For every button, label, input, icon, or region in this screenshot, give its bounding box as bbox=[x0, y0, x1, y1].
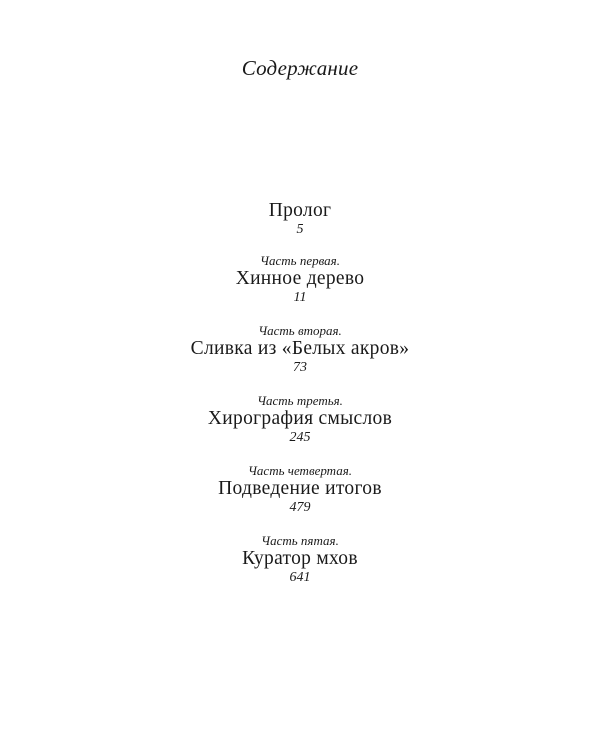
toc-entry-title: Хинное дерево bbox=[235, 268, 365, 289]
toc-entry-prologue bbox=[0, 200, 600, 238]
toc-entry-part-4 bbox=[0, 464, 600, 516]
toc-entry-title: Пролог bbox=[268, 200, 332, 221]
toc-entry-page-number: 479 bbox=[289, 500, 311, 515]
toc-part-label: Часть четвертая. bbox=[247, 463, 353, 478]
toc-part-label: Часть вторая. bbox=[258, 323, 342, 338]
page-title: Содержание bbox=[241, 56, 359, 80]
toc-entry-page-number: 641 bbox=[289, 570, 311, 585]
toc-entry-page-number: 11 bbox=[293, 290, 307, 305]
toc-entry-page-number: 245 bbox=[289, 430, 311, 445]
toc-entry-page-number: 73 bbox=[293, 360, 307, 375]
toc-entry-title: Подведение итогов bbox=[218, 478, 382, 499]
toc-entry-part-1 bbox=[0, 254, 600, 306]
toc-entry-page-number: 5 bbox=[296, 222, 304, 237]
toc-entry-title: Куратор мхов bbox=[242, 548, 358, 569]
toc-entry-part-3 bbox=[0, 394, 600, 446]
toc-part-label: Часть первая. bbox=[260, 253, 340, 268]
toc-entry-title: Хирография смыслов bbox=[207, 408, 393, 429]
toc-entry-part-5 bbox=[0, 534, 600, 586]
table-of-contents bbox=[0, 200, 600, 586]
toc-entry-title: Сливка из «Белых акров» bbox=[190, 338, 410, 359]
toc-entry-part-2 bbox=[0, 324, 600, 376]
toc-part-label: Часть третья. bbox=[257, 393, 343, 408]
toc-part-label: Часть пятая. bbox=[261, 533, 339, 548]
